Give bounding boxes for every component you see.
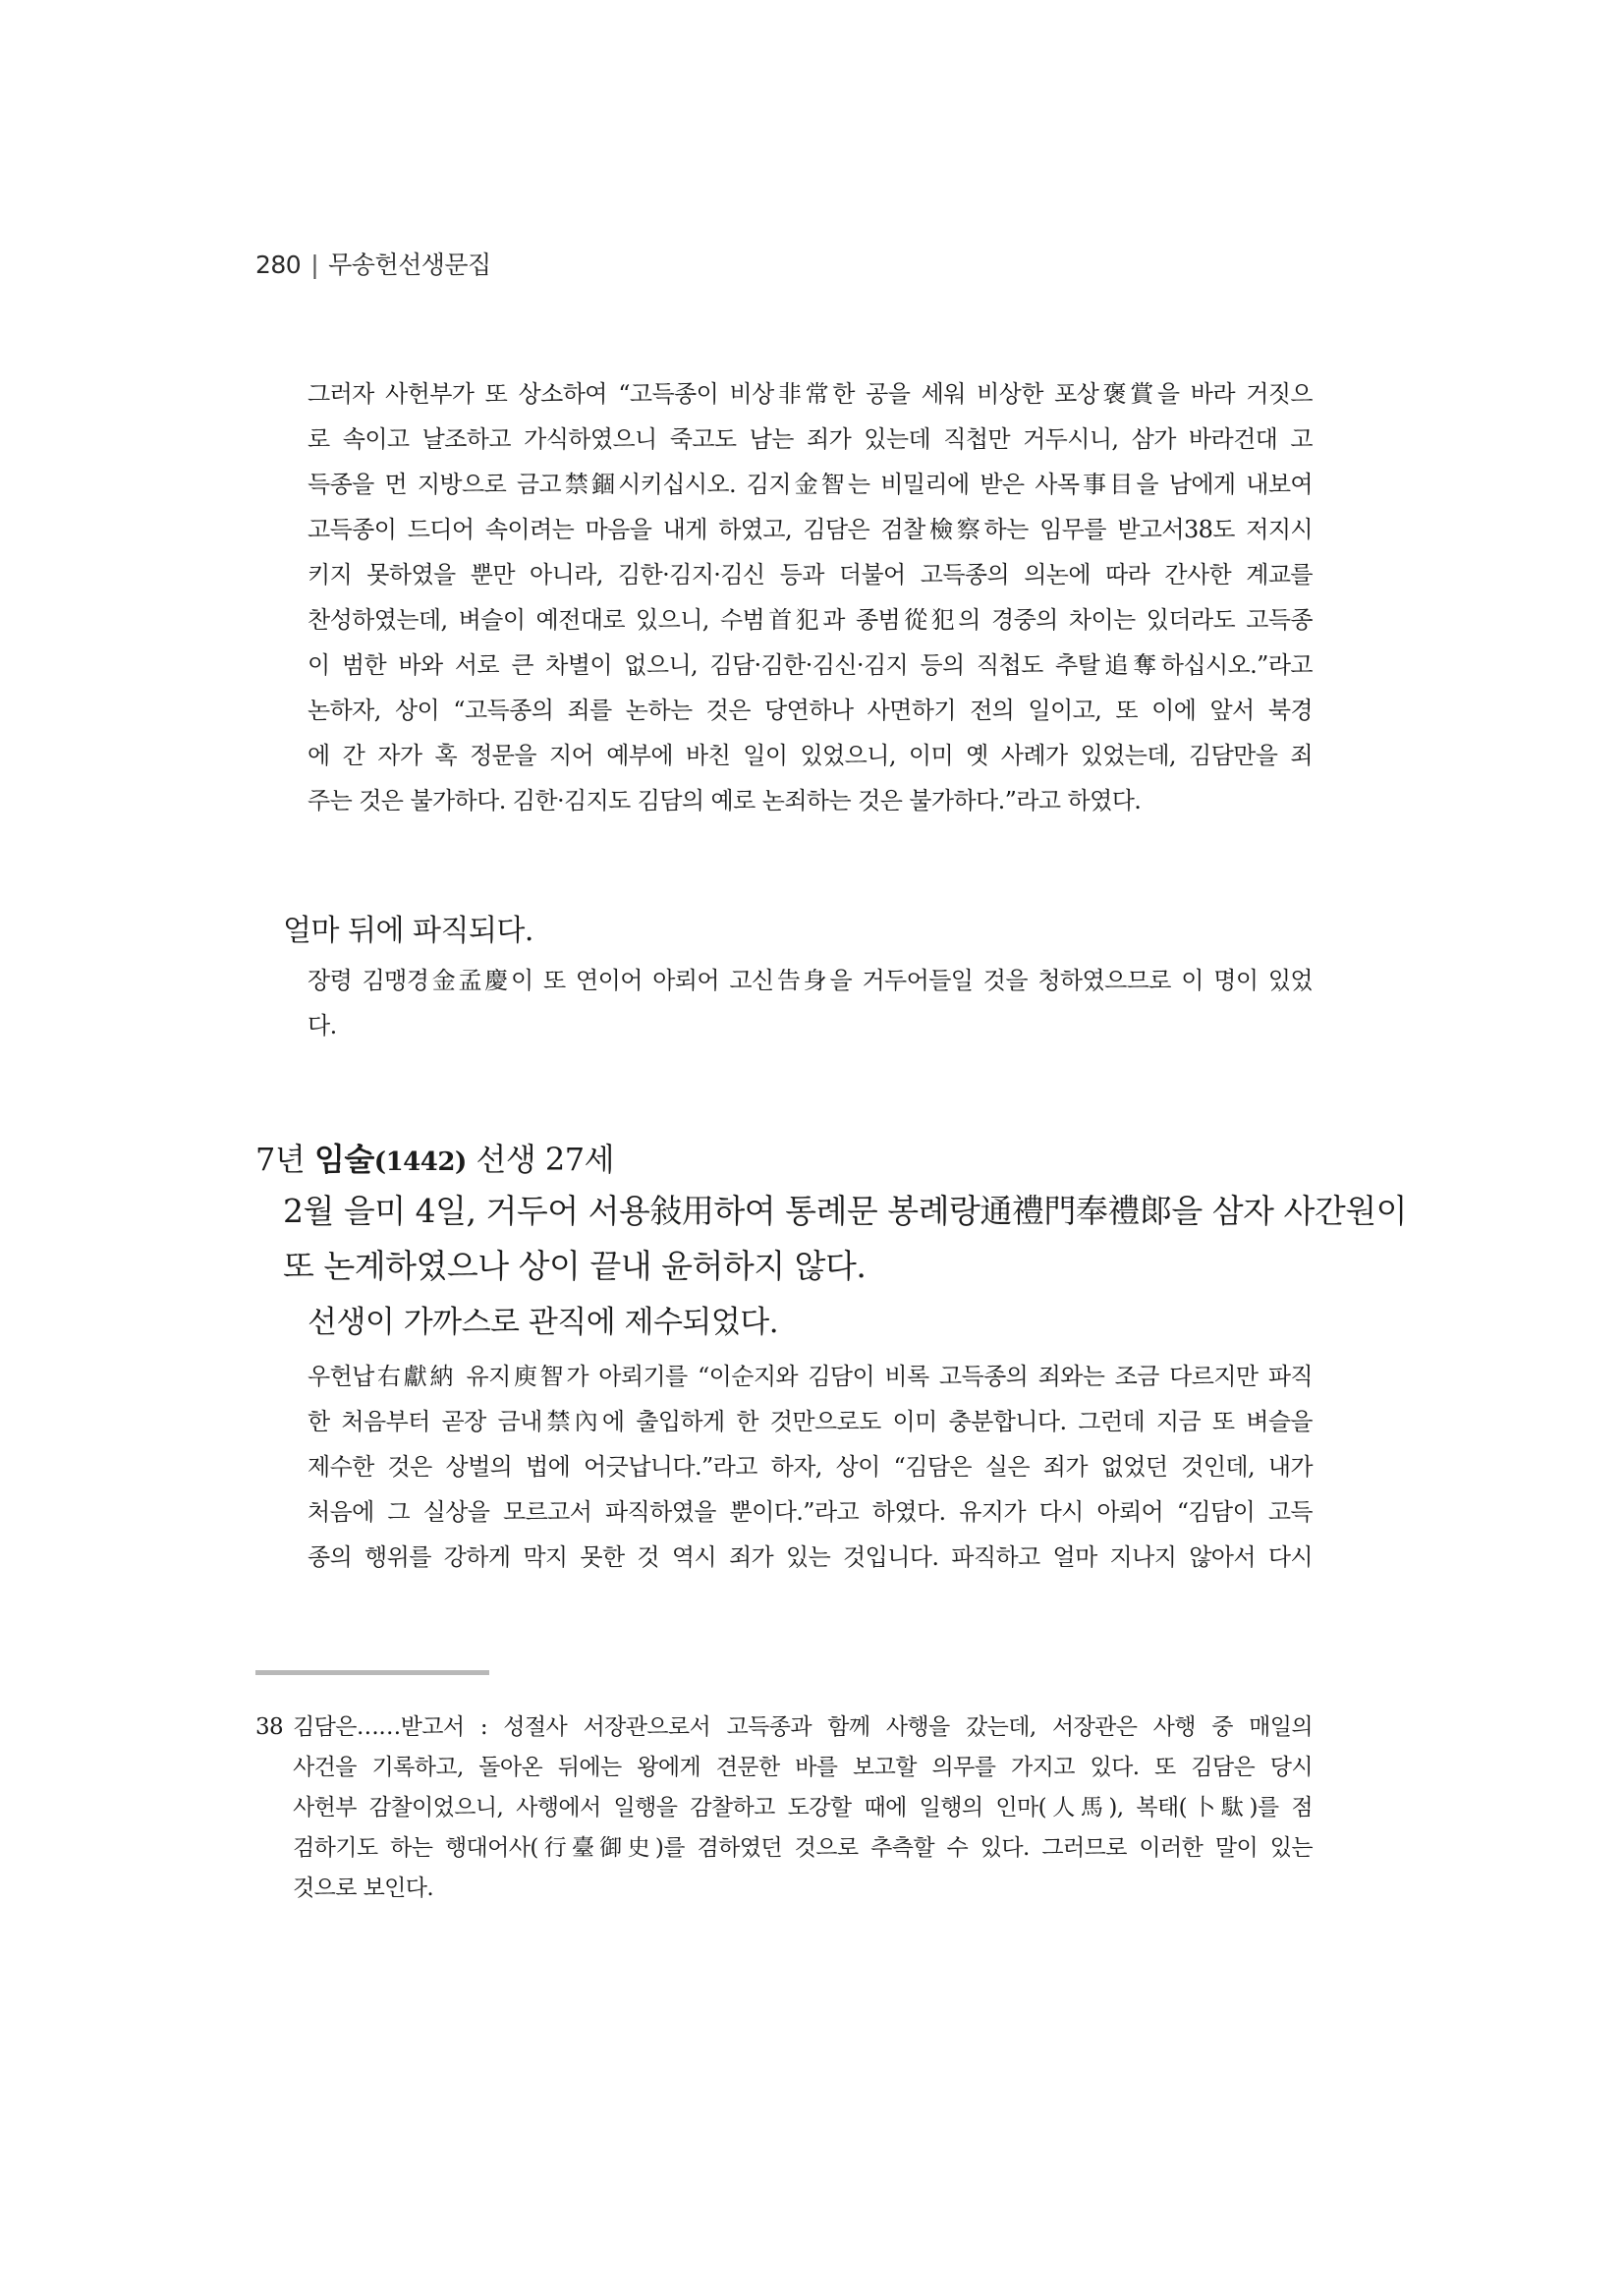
page-number: 280: [255, 251, 302, 279]
text-line: 로 속이고 날조하고 가식하였으니 죽고도 남는 죄가 있는데 직첩만 거두시니, 삼가 바라건대 고: [308, 425, 1313, 453]
entry-reappointment: [283, 1184, 1407, 1294]
text-line: 제수한 것은 상벌의 법에 어긋납니다.”라고 하자, 상이 “김담은 실은 죄가 없었던 것인데, 내가: [308, 1453, 1313, 1481]
footnote-line: 사건을 기록하고, 돌아온 뒤에는 왕에게 견문한 바를 보고할 의무를 가지고 있다. 또 김담은 당시: [293, 1755, 1313, 1780]
paragraph-censorate-memorial: [308, 371, 1313, 823]
book-title: 무송헌선생문집: [328, 251, 491, 279]
year-heading: [255, 1135, 614, 1180]
text-line: 처음에 그 실상을 모르고서 파직하였을 뿐이다.”라고 하였다. 유지가 다시 아뢰어 “김담이 고득: [308, 1498, 1313, 1526]
text-line: 키지 못하였을 뿐만 아니라, 김한·김지·김신 등과 더불어 고득종의 의논에 따라 간사한 계교를: [308, 561, 1313, 588]
footnote-line: 검하기도 하는 행대어사(行臺御史)를 겸하였던 것으로 추측할 수 있다. 그러므로 이러한 말이 있는: [293, 1835, 1313, 1861]
entry-heading-dismissal: 얼마 뒤에 파직되다.: [283, 914, 533, 948]
footnote-body: [293, 1708, 1313, 1909]
text-line: 논하자, 상이 “고득종의 죄를 논하는 것은 당연하나 사면하기 전의 일이고, 또 이에 앞서 북경: [308, 697, 1313, 724]
footnote-line: 김담은……받고서 : 성절사 서장관으로서 고득종과 함께 사행을 갔는데, 서장관은 사행 중 매일의: [293, 1714, 1313, 1740]
text-line: 찬성하였는데, 벼슬이 예전대로 있으니, 수범首犯과 종범從犯의 경중의 차이는 있더라도 고득종: [308, 606, 1313, 634]
year-number: (1442): [373, 1148, 467, 1177]
year-label: 7년: [255, 1141, 306, 1178]
text-line: 득종을 먼 지방으로 금고禁錮시키십시오. 김지金智는 비밀리에 받은 사목事目을 남에게 내보여: [308, 471, 1313, 498]
text-line: 이 범한 바와 서로 큰 차별이 없으니, 김담·김한·김신·김지 등의 직첩도 추탈追奪하십시오.”라고: [308, 651, 1313, 679]
text-line: 에 간 자가 혹 정문을 지어 예부에 바친 일이 있었으니, 이미 옛 사례가 있었는데, 김담만을 죄: [308, 742, 1313, 769]
text-line: 그러자 사헌부가 또 상소하여 “고득종이 비상非常한 공을 세워 비상한 포상褒賞을 바라 거짓으: [308, 380, 1313, 408]
text-line: 종의 행위를 강하게 막지 못한 것 역시 죄가 있는 것입니다. 파직하고 얼마 지나지 않아서 다시: [308, 1543, 1313, 1571]
running-header: [255, 246, 491, 281]
text-line: 한 처음부터 곧장 금내禁內에 출입하게 한 것만으로도 이미 충분합니다. 그런데 지금 또 벼슬을: [308, 1408, 1313, 1435]
entry-line: 또 논계하였으나 상이 끝내 윤허하지 않다.: [283, 1247, 867, 1285]
text-line: 주는 것은 불가하다. 김한·김지도 김담의 예로 논죄하는 것은 불가하다.”라고 하였다.: [308, 787, 1142, 814]
ganji-label: 임술: [313, 1141, 374, 1178]
footnote-number: 38: [255, 1714, 284, 1740]
entry-subheading: 선생이 가까스로 관직에 제수되었다.: [308, 1305, 779, 1340]
text-line: 고득종이 드디어 속이려는 마음을 내게 하였고, 김담은 검찰檢察하는 임무를 받고서38도 저지시: [308, 516, 1313, 543]
entry-line: 2월 을미 4일, 거두어 서용敍用하여 통례문 봉례랑通禮門奉禮郞을 삼자 사간원이: [283, 1192, 1407, 1230]
text-line: 다.: [308, 1012, 337, 1039]
paragraph-dismissal: [308, 958, 1313, 1048]
text-line: 장령 김맹경金孟慶이 또 연이어 아뢰어 고신告身을 거두어들일 것을 청하였으므로 이 명이 있었: [308, 967, 1313, 994]
text-line: 우헌납右獻納 유지庾智가 아뢰기를 “이순지와 김담이 비록 고득종의 죄와는 조금 다르지만 파직: [308, 1363, 1313, 1390]
header-separator: |: [310, 251, 319, 279]
footnote-divider: [255, 1670, 489, 1675]
paragraph-right-remonstrator: [308, 1354, 1313, 1580]
age-label: 선생 27세: [476, 1141, 615, 1178]
footnote-line: 것으로 보인다.: [293, 1876, 434, 1901]
footnote-line: 사헌부 감찰이었으니, 사행에서 일행을 감찰하고 도강할 때에 일행의 인마(人馬), 복태(卜駄)를 점: [293, 1795, 1313, 1820]
